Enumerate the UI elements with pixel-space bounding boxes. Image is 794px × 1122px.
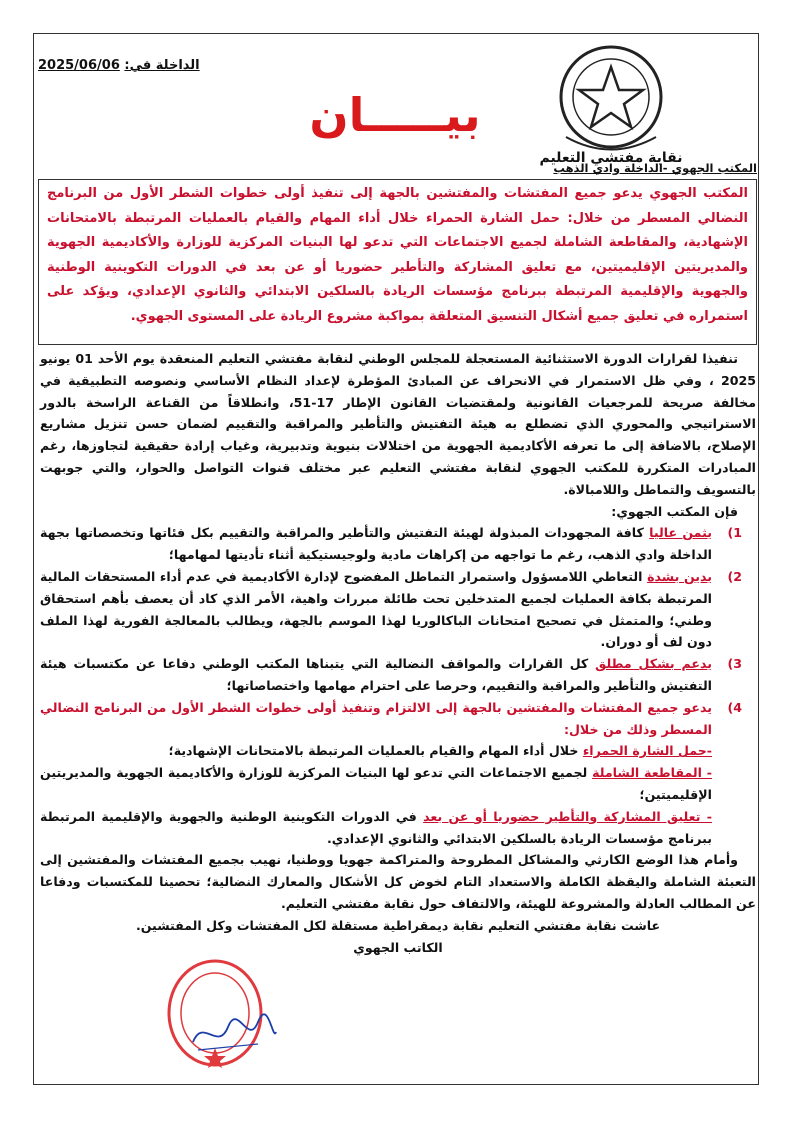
list-item: 2) يدين بشدة التعاطي اللامسؤول واستمرار التماطل المفضوح لإدارة الأكاديمية في عدم أداء المستحقات المالية المرتبطة بكافة العمليات لجميع المتدخلين تحت طائلة مبررات واهية، الأمر الذي كاد أن يعصف بأهم استحقاق وطني؛ والمتمثل في تصحيح امتحانات الباكالوريا لهذا الموسم بالجهة، ويطالب بالمعالجة الفورية لهذا الملف دون لف أو دوران. [40,568,742,650]
list-item: 4) يدعو جميع المفتشات والمفتشين بالجهة إلى الالتزام وتنفيذ أولى خطوات الشطر الأول من البرنامج النضالي المسطر وذلك من خلال: [40,699,742,737]
bullet-item: - المقاطعة الشاملة لجميع الاجتماعات التي تدعو لها البنيات المركزية للوزارة والأكاديمية الجهوية والمديريتين الإقليميتين؛ [40,765,712,802]
union-name: نقابة مفتشي التعليم [539,150,683,166]
bullet-item: - تعليق المشاركة والتأطير حضوريا أو عن بعد في الدورات التكوينية الوطنية والجهوية والإقليمية المرتبطة ببرنامج مؤسسات الريادة بالسلكين الابتدائي والثانوي الإعدادي. [40,808,712,846]
date-label: الداخلة في: [124,58,200,73]
bullet-item: -حمل الشارة الحمراء خلال أداء المهام والقيام بالعمليات المرتبطة بالامتحانات الإشهادية؛ [168,743,712,759]
list-item: 1) يثمن عاليا كافة المجهودات المبذولة لهيئة التفتيش والتأطير والمراقبة والتقييم بكل فئاتها وتخصصاتها بجهة الداخلة وادي الذهب، رغم ما تواجهه من إكراهات مادية ولوجيستيكية أثناء تأديتها لمهامها؛ [40,525,742,563]
intro-paragraph: تنفيذا لقرارات الدورة الاستثنائية المستعجلة للمجلس الوطني لنقابة مفتشي التعليم المنعقدة يوم الأحد 01 يونيو 2025 ، وفي ظل الاستمرار في الانحراف عن المبادئ المؤطرة لإعداد النظام الأساسي ونصوصه التطبيقية في مخالفة صريحة للمرجعيات القانونية ولمقتضيات القانون الإطار 17-51، وانطلاقاً من القناعة الراسخة بالدور الاستراتيجي والمحوري الذي تضطلع به هيئة التفتيش والتأطير والمراقبة والتقييم لضمان حسن تنزيل مشاريع الإصلاح، بالاضافة إلى ما تعرفه الأكاديمية الجهوية من اختلالات بنيوية وتدبيرية، وغياب إرادة حقيقية لتجاوزها، رغم المبادرات المتكررة للمكتب الجهوي لنقابة مفتشي التعليم عبر مختلف قنوات التواصل والحوار، والتي جوبهت بالتسويف والتماطل واللامبالاة. [40,351,756,497]
closing-paragraph: وأمام هذا الوضع الكارثي والمشاكل المطروحة والمتراكمة جهويا ووطنيا، نهيب بجميع المفتشات والمفتشين إلى التعبئة الشاملة واليقظة الكاملة والاستعداد التام لخوض كل الأشكال والمعارك النضالية؛ تحصينا للمكتسبات ودفاعا عن المطالب العادلة والمشروعة للهيئة، والالتفاف حول نقابة مفتشي التعليم. [40,852,756,911]
regional-office: المكتب الجهوي -الداخلة وادي الذهب [553,161,757,175]
statement-body [40,348,756,958]
list-item: 3) يدعم بشكل مطلق كل القرارات والمواقف النضالية التي يتبناها المكتب الوطني دفاعا عن مكتسبات هيئة التفتيش والتأطير والمراقبة والتقييم، وحرصا على احترام مهامها واختصاصاتها؛ [40,656,742,693]
date-line [38,58,200,73]
signature-title: الكاتب الجهوي [353,939,443,955]
page-title: بيـــــان [309,88,481,142]
date-value: 2025/06/06 [38,58,120,73]
highlight-box: المكتب الجهوي يدعو جميع المفتشات والمفتشين بالجهة إلى تنفيذ أولى خطوات الشطر الأول من البرنامج النضالي المسطر من خلال: حمل الشارة الحمراء خلال أداء المهام والقيام بالعمليات المرتبطة بالامتحانات الإشهادية، والمقاطعة الشاملة لجميع الاجتماعات التي تدعو لها البنيات المركزية للوزارة والأكاديمية الجهوية والمديريتين الإقليميتين، مع تعليق المشاركة والتأطير حضوريا أو عن بعد في الدورات التكوينية الوطنية والجهوية والإقليمية المرتبطة ببرنامج مؤسسات الريادة بالسلكين الابتدائي والثانوي الإعدادي، ويؤكد على استمراره في تعليق جميع أشكال التنسيق المتعلقة بمواكبة مشروع الريادة على المستوى الجهوي. [38,179,757,345]
lead-line: فإن المكتب الجهوي: [611,503,738,519]
long-live-line: عاشت نقابة مفتشي التعليم نقابة ديمقراطية مستقلة لكل المفتشات وكل المفتشين. [135,917,661,933]
handwritten-signature [188,1012,278,1057]
